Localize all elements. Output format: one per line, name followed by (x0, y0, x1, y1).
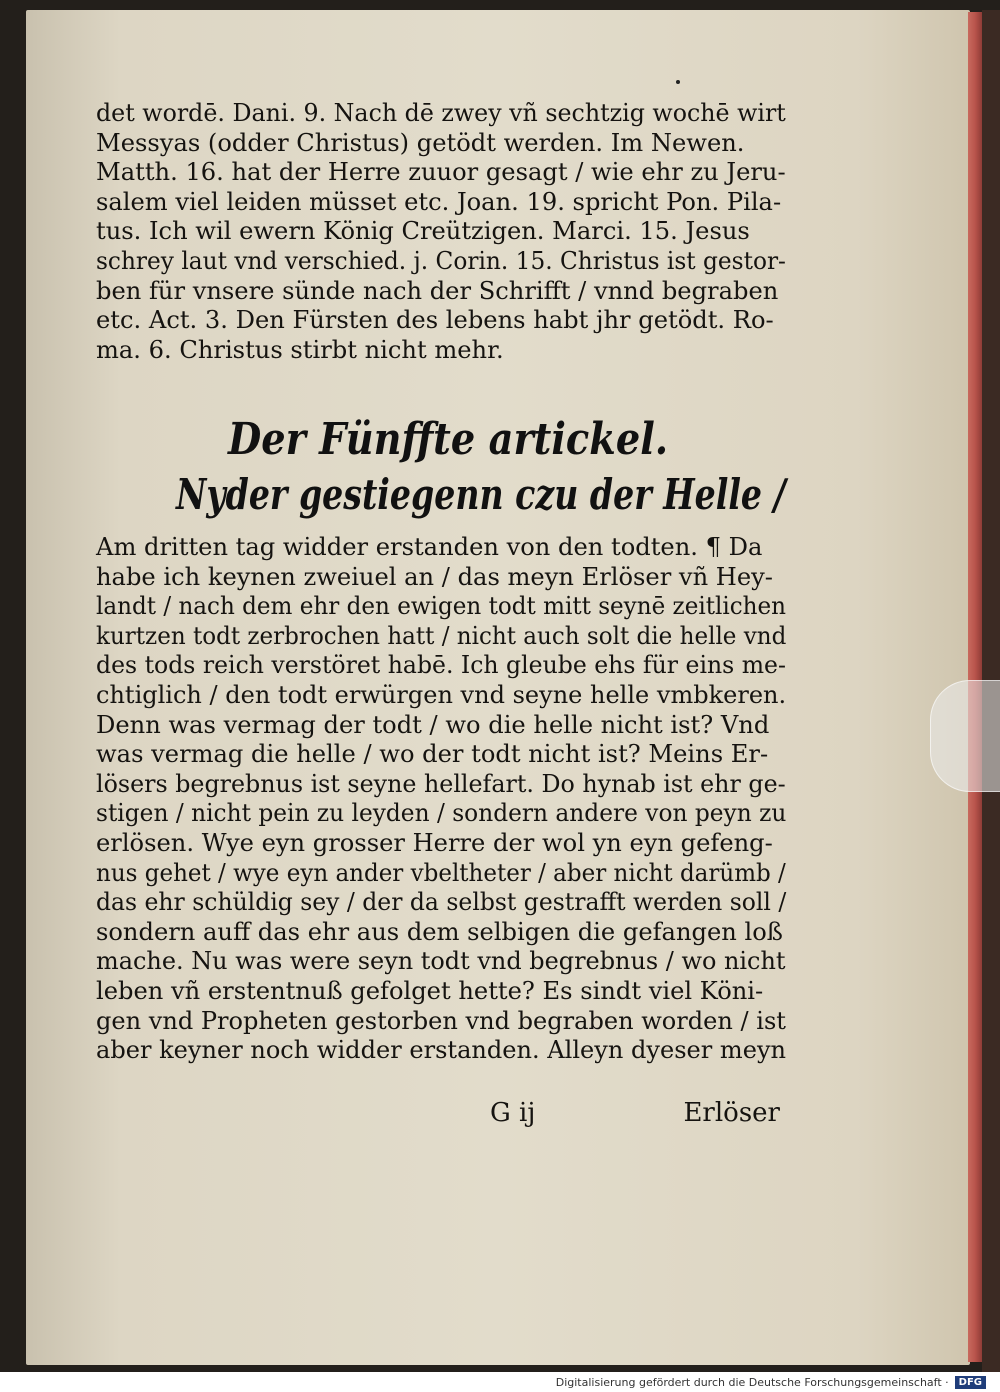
catchword: Erlöser (683, 1098, 780, 1128)
text-block-upper (96, 98, 796, 364)
text-line: ma. 6. Christus stirbt nicht mehr. (96, 334, 504, 364)
text-line: lösers begrebnus ist seyne hellefart. Do hynab ist ehr ge- (96, 768, 786, 798)
text-line: mache. Nu was were seyn todt vnd begrebnus / wo nicht (96, 946, 786, 976)
text-line: Messyas (odder Christus) getödt werden. Im Newen. (96, 127, 745, 157)
text-line: des tods reich verstöret habē. Ich gleube ehs für eins me- (96, 650, 786, 680)
text-line: erlösen. Wye eyn grosser Herre der wol yn eyn gefeng- (96, 827, 773, 857)
dfg-logo: DFG (955, 1376, 986, 1389)
text-line: Matth. 16. hat der Herre zuuor gesagt / wie ehr zu Jeru- (96, 157, 786, 187)
article-heading: Der Fünffte artickel. (228, 414, 669, 465)
text-block-lower (96, 532, 796, 1065)
signature-line (490, 1098, 780, 1128)
text-line: schrey laut vnd verschied. j. Corin. 15. Christus ist gestor- (96, 245, 786, 275)
text-line: ben für vnsere sünde nach der Schrifft / vnnd begraben (96, 275, 779, 305)
footer-credit: Digitalisierung gefördert durch die Deutsche Forschungsgemeinschaft · (555, 1375, 949, 1389)
article-subheading: Nyder gestiegenn czu der Helle / (176, 470, 786, 519)
text-line: gen vnd Propheten gestorben vnd begraben worden / ist (96, 1005, 786, 1035)
text-line: tus. Ich wil ewern König Creützigen. Marci. 15. Jesus (96, 216, 750, 246)
text-line: nus gehet / wye eyn ander vbeltheter / aber nicht darümb / (96, 857, 786, 887)
text-line: was vermag die helle / wo der todt nicht ist? Meins Er- (96, 739, 769, 769)
ink-dot (676, 80, 680, 84)
text-line: das ehr schüldig sey / der da selbst gestrafft werden soll / (96, 887, 787, 917)
text-line: sondern auff das ehr aus dem selbigen die gefangen loß (96, 916, 783, 946)
text-line: habe ich keynen zweiuel an / das meyn Erlöser vñ Hey- (96, 561, 773, 591)
text-line: det wordē. Dani. 9. Nach dē zwey vñ sechtzig wochē wirt (96, 98, 786, 127)
text-line: leben vñ erstentnuß gefolget hette? Es sindt viel Köni- (96, 975, 764, 1005)
signature-mark: G ij (490, 1098, 536, 1128)
text-line: aber keyner noch widder erstanden. Alleyn dyeser meyn (96, 1035, 787, 1065)
text-line: Denn was vermag der todt / wo die helle nicht ist? Vnd (96, 709, 770, 739)
text-line: chtiglich / den todt erwürgen vnd seyne helle vmbkeren. (96, 679, 787, 709)
text-line: etc. Act. 3. Den Fürsten des lebens habt jhr getödt. Ro- (96, 305, 774, 335)
text-line: stigen / nicht pein zu leyden / sondern andere von peyn zu (96, 798, 787, 828)
text-line: kurtzen todt zerbrochen hatt / nicht auch solt die helle vnd (96, 620, 787, 650)
text-line: salem viel leiden müsset etc. Joan. 19. spricht Pon. Pila- (96, 186, 782, 216)
text-line: landt / nach dem ehr den ewigen todt mitt seynē zeitlichen (96, 591, 787, 621)
digitization-footer (0, 1372, 1000, 1392)
page-clip-tab (930, 680, 1000, 792)
text-line: Am dritten tag widder erstanden von den todten. ¶ Da (96, 532, 763, 561)
